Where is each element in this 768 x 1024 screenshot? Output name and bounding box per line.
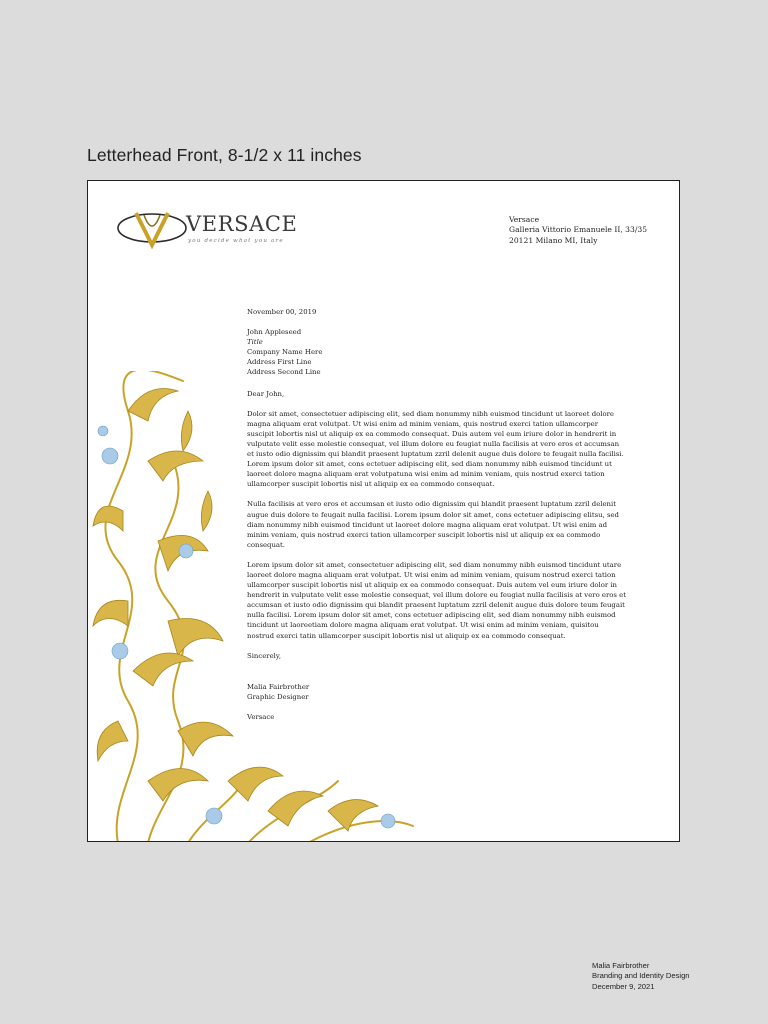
page-heading: Letterhead Front, 8-1/2 x 11 inches — [87, 145, 362, 165]
sender-address — [509, 215, 647, 246]
letterhead-sheet — [87, 180, 680, 842]
signer-name: Malia Fairbrother — [247, 682, 310, 691]
versace-logo — [116, 207, 296, 249]
footer-credits — [592, 961, 690, 992]
body-paragraph-3: Lorem ipsum dolor sit amet, consectetuer adipiscing elit, sed diam nonummy nibh euismod tincidunt utare laoreet dolore magna aliquam erat volutpat. Ut wisi enim ad minim veniam, quisum nostrud exerci tation ullamcorper suscipit lobortis nisl ut aliquip ex ea commodo consequat. Duis autem vel eum iriure dolor in hendrerit in vulputate velit esse molestie consequat, vel illum dolore eu feugiat nulla facilisis at vero eros et accumsan et iusto odio dignissim qui blandit praesent luptatum zzril delenit augue duis dolore teum feugait nulla facilisi. Lorem ipsum dolor sit amet, cons ectetuer adipiscing elit, sed diam nonummy nibh euismod tincidunt ut laoreetiam dolore magna aliquam erat volutpat. Ut wisi enim ad minim veniam, quisitou nostrud exerci tatin ullamcorper suscipit lobortis nisl ut aliquip ex ea commodo consequat. — [247, 560, 626, 640]
logo-wordmark: VERSACE — [186, 212, 298, 236]
footer-name: Malia Fairbrother — [592, 961, 650, 970]
logo-emblem-icon — [116, 207, 188, 249]
logo-tagline: you decide what you are — [188, 238, 284, 244]
recipient-title: Title — [247, 338, 263, 347]
address-line-3: 20121 Milano MI, Italy — [509, 235, 598, 245]
recipient-address-1: Address First Line — [247, 358, 312, 367]
recipient-company: Company Name Here — [247, 348, 323, 357]
body-paragraph-1: Dolor sit amet, consectetuer adipiscing elit, sed diam nonummy nibh euismod tincidunt ut laoreet dolore magna aliquam erat volutpat. Ut wisi enim ad minim veniam, quis nostrud exerci tation ullamcorper suscipit lobortis nisl ut aliquip ex ea commodo consequat. Duis autem vel eum iriure dolor in hendrerit in vulputate velit esse molestie consequat, vel illum dolore eu feugiat nulla facilisis at vero eros et accumsan et iusto odio dignissim qui blandit praesent luptatum zzril delenit augue duis dolore te feugait nulla facilisi. Lorem ipsum dolor sit amet, cons ectetuer adipiscing elit, sed diam nonummy nibh euismod tincidunt ut laoreet dolore magna aliquam erat volutpatuna wisi enim ad minim veniam, quis nostrud exerci tation ullamcorper suscipit lobortis nisl ut aliquip ex ea commodo consequat. — [247, 409, 624, 489]
recipient-name: John Appleseed — [247, 328, 302, 337]
footer-date: December 9, 2021 — [592, 981, 655, 991]
body-paragraph-2: Nulla facilisis at vero eros et accumsan et iusto odio dignissim qui blandit praesent luptatum zzril delenit augue duis dolore te feugait nulla facilisi. Lorem ipsum dolor sit amet, cons ectetuer adipiscing elitsu, sed diam nonummy nibh euismod tincidunt ut laoreet dolore magna aliquam erat volutpat. Ut wisi enim ad minim veniam, quis nostrud exerci tation ullamcorper suscipit lobortis nisl ut aliquip ex ea commodo consequat. — [247, 500, 619, 549]
salutation: Dear John, — [247, 389, 285, 398]
letter-body — [247, 307, 627, 722]
closing: Sincerely, — [247, 651, 282, 660]
address-line-1: Versace — [509, 215, 540, 224]
address-line-2: Galleria Vittorio Emanuele II, 33/35 — [509, 225, 648, 235]
letter-date: November 00, 2019 — [247, 308, 317, 316]
signer-company: Versace — [247, 712, 275, 721]
footer-course: Branding and Identity Design — [592, 971, 690, 981]
signer-title: Graphic Designer — [247, 692, 309, 701]
recipient-address-2: Address Second Line — [247, 368, 321, 377]
